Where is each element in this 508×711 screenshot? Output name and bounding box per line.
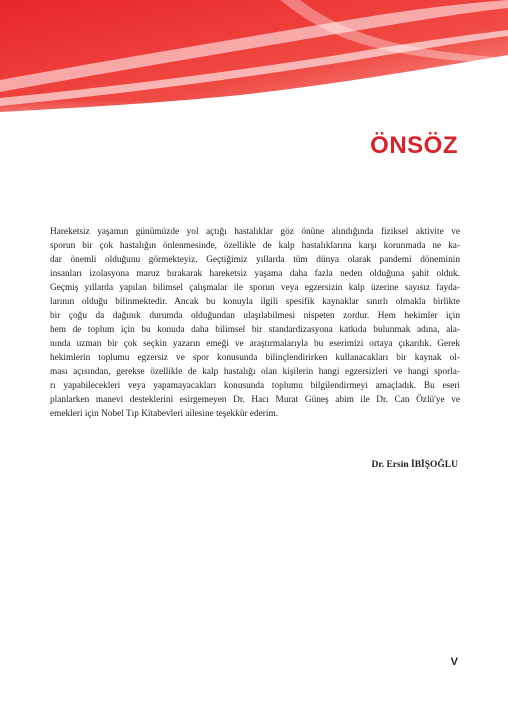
paragraph-line: nında uzman bir çok seçkin yazarın emeği ve araştırmalarıyla bu eserimizi ortaya çıkardık. Gerek [50, 339, 460, 349]
paragraph-line: hekimlerin toplumu egzersiz ve spor konusunda bilinçlendirirken kullanacakları bir kaynak ol- [50, 353, 460, 363]
paragraph-line: planlarken manevi desteklerini esirgemeyen Dr. Hacı Murat Güneş abim ile Dr. Can Özlü'ye ve [50, 395, 460, 405]
paragraph-line: emekleri için Nobel Tıp Kitabevleri ailesine teşekkür ederim. [50, 409, 279, 419]
paragraph-line: bir çoğu da dağınık durumda olduğundan ulaşılabilmesi nispeten zordur. Hem hekimler için [50, 311, 460, 321]
paragraph-line: dar önemli olduğunu görmekteyiz. Geçtiğimiz yıllarda tüm dünya olarak pandemi döneminin [50, 255, 460, 265]
page-title: ÖNSÖZ [370, 132, 458, 159]
paragraph-line: insanları izolasyona maruz bırakarak hareketsiz yaşama daha fazla neden olduğuna şahit olduk. [50, 269, 460, 279]
paragraph-line: hem de toplum için bu konuda daha bilimsel bir standardizasyona katkıda bulunmak adına, ala- [50, 325, 460, 335]
paragraph-line: sporun bir çok hastalığın önlenmesinde, özellikle de kalp hastalıklarına karşı korunmada ne ka- [50, 241, 460, 251]
preface-paragraph [50, 225, 460, 421]
author-signature: Dr. Ersin İBİŞOĞLU [371, 460, 458, 470]
paragraph-line: Geçmiş yıllarda yapılan bilimsel çalışmalar ile sporun veya egzersizin kalp üzerine sayısız fayda- [50, 283, 460, 293]
paragraph-line: larının olduğu bilinmektedir. Ancak bu konuyla ilgili spesifik kaynaklar sınırlı olmakla birlikte [50, 297, 460, 307]
paragraph-line: Hareketsiz yaşamın günümüzde yol açtığı hastalıklar göz önüne alındığında fiziksel aktivite ve [50, 227, 460, 237]
header-wave-decoration [0, 0, 508, 150]
paragraph-line: rı yapabilecekleri veya yapamayacakları konusunda toplumu bilgilendirmeyi amaçladık. Bu eseri [50, 381, 460, 391]
paragraph-line: ması açısından, gerekse özellikle de kalp hastalığı olan kişilerin hangi egzersizleri ve hangi sporla- [50, 367, 460, 377]
page-number: V [450, 656, 458, 668]
